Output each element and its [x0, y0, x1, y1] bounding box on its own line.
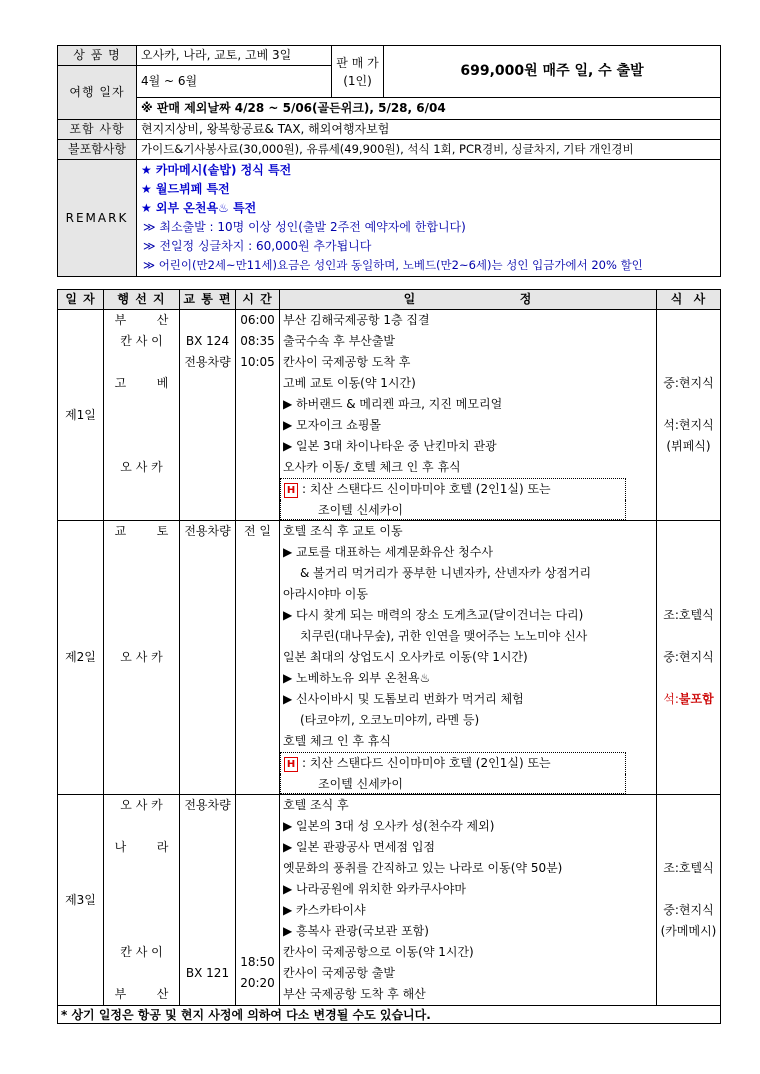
day3-transport — [180, 795, 236, 1006]
meal: 중:현지식 — [663, 650, 714, 664]
remark-note-2: ≫ 전일정 싱글차지 : 60,000원 추가됩니다 — [143, 239, 372, 253]
schedule-line: ▶ 신사이바시 및 도톰보리 번화가 먹거리 체험 — [283, 692, 524, 706]
header-time: 시 간 — [236, 290, 280, 310]
meal — [660, 331, 717, 352]
day1-place — [107, 394, 176, 415]
remark-star-3: ★ 외부 온천욕♨ 특전 — [141, 201, 257, 215]
schedule-line: ▶ 일본 관광공사 면세점 입점 — [283, 840, 435, 854]
remark-star-1: ★ 카마메시(솥밥) 정식 특전 — [141, 163, 292, 177]
remark-star-2: ★ 월드뷔페 특전 — [141, 182, 230, 196]
day1-place: 부 산 — [114, 313, 169, 327]
price-label — [332, 46, 384, 98]
day1-schedule — [280, 310, 657, 521]
include-value: 현지지상비, 왕복항공료& TAX, 해외여행자보험 — [137, 120, 721, 140]
schedule-line: 일본 최대의 상업도시 오사카로 이동(약 1시간) — [283, 650, 528, 664]
day2-transport — [180, 521, 236, 795]
hotel-line — [280, 478, 626, 500]
hotel-text: : 치산 스탠다드 신이마미야 호텔 (2인1실) 또는 — [302, 482, 551, 496]
schedule-line: ▶ 일본 3대 차이나타운 중 난킨마치 관광 — [283, 439, 497, 453]
day2-row — [58, 521, 721, 795]
header-schedule: 일 정 — [280, 290, 657, 310]
itinerary-table — [57, 289, 721, 1024]
meal: 석:현지식 — [663, 418, 714, 432]
day1-row — [58, 310, 721, 521]
schedule-line: 호텔 체크 인 후 휴식 — [283, 734, 391, 748]
meal — [660, 352, 717, 373]
header-meal: 식 사 — [657, 290, 721, 310]
schedule-line: 고베 교토 이동(약 1시간) — [283, 376, 416, 390]
schedule-line: 호텔 조식 후 교토 이동 — [283, 524, 403, 538]
schedule-line: 오사카 이동/ 호텔 체크 인 후 휴식 — [283, 460, 461, 474]
header-transport: 교 통 편 — [180, 290, 236, 310]
schedule-line: 부산 국제공항 도착 후 해산 — [283, 987, 426, 1001]
day3-label: 제3일 — [58, 795, 104, 1006]
meal: (뷔페식) — [666, 439, 711, 453]
schedule-line: ▶ 모자이크 쇼핑몰 — [283, 418, 382, 432]
price-label-line1: 판 매 가 — [336, 55, 379, 70]
remark-label: REMARK — [58, 160, 137, 277]
day1-transport-item — [183, 310, 232, 331]
meal-excluded: 불포함 — [678, 692, 714, 706]
day1-transport-item: BX 124 — [185, 334, 230, 348]
day1-place: 칸 사 이 — [120, 334, 163, 348]
schedule-line: 치쿠린(대나무숲), 귀한 인연을 맺어주는 노노미야 신사 — [300, 629, 588, 643]
product-label: 상 품 명 — [58, 46, 137, 66]
schedule-line: 부산 김해국제공항 1층 집결 — [283, 313, 430, 327]
schedule-line: ▶ 다시 찾게 되는 매력의 장소 도게츠교(달이건너는 다리) — [283, 608, 584, 622]
day2-label: 제2일 — [58, 521, 104, 795]
meal: (카메메시) — [660, 924, 717, 938]
schedule-line: ▶ 흥복사 관광(국보관 포함) — [283, 924, 429, 938]
meal: 조:호텔식 — [663, 861, 714, 875]
day2-place: 오 사 카 — [120, 650, 163, 664]
schedule-line: 호텔 조식 후 — [283, 798, 349, 812]
day3-transport-item: 전용차량 — [184, 798, 231, 812]
exclusion-dates: ※ 판매 제외날짜 4/28 ~ 5/06(골든위크), 5/28, 6/04 — [137, 98, 721, 120]
hotel-line-2: 조이텔 신세카이 — [280, 500, 626, 520]
meal — [660, 310, 717, 331]
day1-place — [107, 436, 176, 457]
day1-time: 10:05 — [240, 355, 275, 369]
day3-row — [58, 795, 721, 1006]
day1-place: 고 베 — [114, 376, 169, 390]
day3-time: 20:20 — [240, 976, 275, 990]
exclude-label: 불포함사항 — [58, 140, 137, 160]
day1-transport-item: 전용차량 — [184, 355, 231, 369]
schedule-line: 아라시야마 이동 — [283, 587, 368, 601]
schedule-line: 옛문화의 풍취를 간직하고 있는 나라로 이동(약 50분) — [283, 861, 563, 875]
meal: 중:현지식 — [663, 903, 714, 917]
remark-content — [137, 160, 721, 277]
day3-place: 부 산 — [114, 987, 169, 1001]
meal: 조:호텔식 — [663, 608, 714, 622]
day3-transport-item: BX 121 — [185, 966, 230, 980]
tour-info-table — [57, 45, 721, 277]
day3-times — [236, 795, 280, 1006]
header-day: 일 자 — [58, 290, 104, 310]
schedule-line: ▶ 하버랜드 & 메리켄 파크, 지진 메모리얼 — [283, 397, 503, 411]
schedule-line: & 볼거리 먹거리가 풍부한 니넨자카, 산넨자카 상점거리 — [300, 566, 592, 580]
meal — [660, 394, 717, 415]
price-value: 699,000원 매주 일, 수 출발 — [384, 46, 721, 98]
day1-label: 제1일 — [58, 310, 104, 521]
day2-meals — [657, 521, 721, 795]
day2-transport-item: 전용차량 — [184, 524, 231, 538]
hotel-icon: H — [284, 757, 298, 772]
schedule-line: ▶ 일본의 3대 성 오사카 성(천수각 제외) — [283, 819, 495, 833]
price-label-line2: (1인) — [343, 73, 372, 88]
day2-schedule — [280, 521, 657, 795]
footnote: * 상기 일정은 항공 및 현지 사정에 의하여 다소 변경될 수도 있습니다. — [58, 1006, 721, 1024]
day1-time: 08:35 — [240, 334, 275, 348]
schedule-line: ▶ 교토를 대표하는 세계문화유산 청수사 — [283, 545, 493, 559]
exclude-value: 가이드&기사봉사료(30,000원), 유류세(49,900원), 석식 1회, PCR경비, 싱글차지, 기타 개인경비 — [137, 140, 721, 160]
day2-times — [236, 521, 280, 795]
day3-place: 오 사 카 — [120, 798, 163, 812]
date-value: 4월 ~ 6월 — [137, 66, 332, 98]
day1-time: 06:00 — [240, 313, 275, 327]
hotel-line-2: 조이텔 신세카이 — [280, 774, 626, 794]
day2-place: 교 토 — [114, 524, 169, 538]
day3-time: 18:50 — [240, 955, 275, 969]
day1-meals — [657, 310, 721, 521]
schedule-line: ▶ 노베하노유 외부 온천욕♨ — [283, 671, 431, 685]
schedule-line: ▶ 카스카타이샤 — [283, 903, 366, 917]
meal: 중:현지식 — [663, 376, 714, 390]
hotel-icon: H — [284, 483, 298, 498]
day3-place: 칸 사 이 — [120, 945, 163, 959]
hotel-line — [280, 752, 626, 774]
include-label: 포함 사항 — [58, 120, 137, 140]
product-value: 오사카, 나라, 교토, 고베 3일 — [137, 46, 332, 66]
schedule-line: (타코야끼, 오코노미야끼, 라멘 등) — [300, 713, 480, 727]
day2-places — [104, 521, 180, 795]
date-label: 여행 일자 — [58, 66, 137, 120]
hotel-text: : 치산 스탠다드 신이마미야 호텔 (2인1실) 또는 — [302, 756, 551, 770]
day3-place: 나 라 — [114, 840, 169, 854]
schedule-line: 칸사이 국제공항 도착 후 — [283, 355, 411, 369]
remark-note-1: ≫ 최소출발 : 10명 이상 성인(출발 2주전 예약자에 한합니다) — [143, 220, 466, 234]
schedule-line: 칸사이 국제공항으로 이동(약 1시간) — [283, 945, 474, 959]
day1-transport — [180, 310, 236, 521]
schedule-line: 출국수속 후 부산출발 — [283, 334, 395, 348]
day1-place: 오 사 카 — [120, 460, 163, 474]
day1-place — [107, 415, 176, 436]
day1-place — [107, 352, 176, 373]
day3-meals — [657, 795, 721, 1006]
header-place: 행 선 지 — [104, 290, 180, 310]
meal: 석: — [663, 692, 679, 706]
day3-places — [104, 795, 180, 1006]
day3-schedule — [280, 795, 657, 1006]
day2-time: 전 일 — [244, 524, 271, 538]
day1-times — [236, 310, 280, 521]
schedule-line: 칸사이 국제공항 출발 — [283, 966, 395, 980]
meal-dinner — [660, 689, 717, 710]
remark-note-3: ≫ 어린이(만2세~만11세)요금은 성인과 동일하며, 노베드(만2~6세)는 성인 입금가에서 20% 할인 — [143, 258, 643, 272]
day1-places — [104, 310, 180, 521]
schedule-line: ▶ 나라공원에 위치한 와카쿠사야마 — [283, 882, 466, 896]
